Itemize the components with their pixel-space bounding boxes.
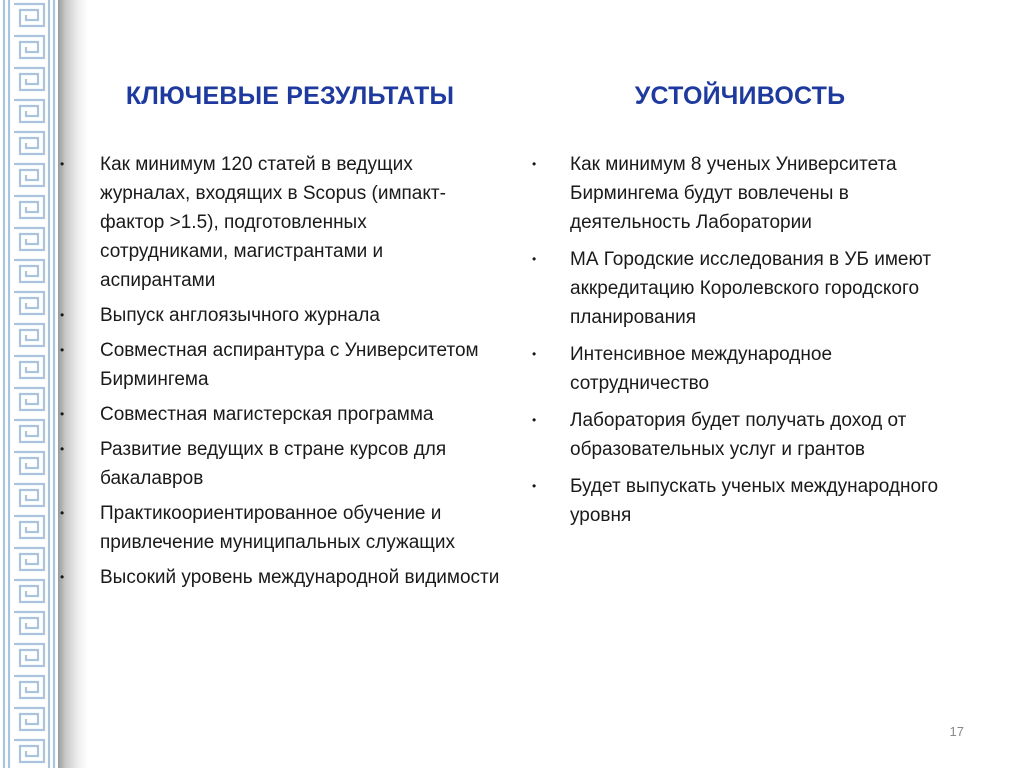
list-item <box>530 340 970 398</box>
list-item-text: Высокий уровень международной видимости <box>100 567 500 588</box>
key-results-list <box>60 150 500 598</box>
bullet-icon: • <box>532 347 537 361</box>
list-item <box>530 406 970 464</box>
list-item <box>60 435 500 493</box>
list-item-text: Лаборатория будет получать доход от образовательных услуг и грантов <box>570 410 907 460</box>
bullet-icon: • <box>60 442 65 456</box>
list-item-text: Практикоориентированное обучение и привлечение муниципальных служащих <box>100 503 456 553</box>
list-item <box>60 400 500 429</box>
greek-key-border <box>0 0 58 768</box>
list-item <box>530 245 970 332</box>
list-item-text: Развитие ведущих в стране курсов для бакалавров <box>100 439 447 489</box>
list-item-text: Как минимум 120 статей в ведущих журналах, входящих в Scopus (импакт-фактор >1.5), подготовленных сотрудниками, магистрантами и аспирантами <box>100 154 446 291</box>
sustainability-heading: УСТОЙЧИВОСТЬ <box>634 82 846 110</box>
list-item <box>530 150 970 237</box>
list-item <box>60 499 500 557</box>
list-item-text: МА Городские исследования в УБ имеют аккредитацию Королевского городского планирования <box>570 249 932 328</box>
bullet-icon: • <box>532 413 537 427</box>
list-item-text: Интенсивное международное сотрудничество <box>570 344 833 394</box>
list-item <box>60 301 500 330</box>
bullet-icon: • <box>532 157 537 171</box>
list-item <box>530 472 970 530</box>
list-item-text: Совместная аспирантура с Университетом Бирмингема <box>100 340 479 390</box>
bullet-icon: • <box>532 252 537 266</box>
bullet-icon: • <box>532 479 537 493</box>
list-item-text: Как минимум 8 ученых Университета Бирмингема будут вовлечены в деятельность Лаборатории <box>570 154 897 233</box>
bullet-icon: • <box>60 308 65 322</box>
page-number: 17 <box>949 724 964 739</box>
bullet-icon: • <box>60 570 65 584</box>
list-item <box>60 336 500 394</box>
bullet-icon: • <box>60 506 65 520</box>
list-item-text: Совместная магистерская программа <box>100 404 434 425</box>
list-item-text: Выпуск англоязычного журнала <box>100 305 380 326</box>
list-item <box>60 150 500 295</box>
sustainability-list <box>530 150 970 538</box>
bullet-icon: • <box>60 343 65 357</box>
key-results-heading: КЛЮЧЕВЫЕ РЕЗУЛЬТАТЫ <box>125 82 455 110</box>
list-item-text: Будет выпускать ученых международного уровня <box>570 476 939 526</box>
list-item <box>60 563 500 592</box>
bullet-icon: • <box>60 407 65 421</box>
bullet-icon: • <box>60 157 65 171</box>
